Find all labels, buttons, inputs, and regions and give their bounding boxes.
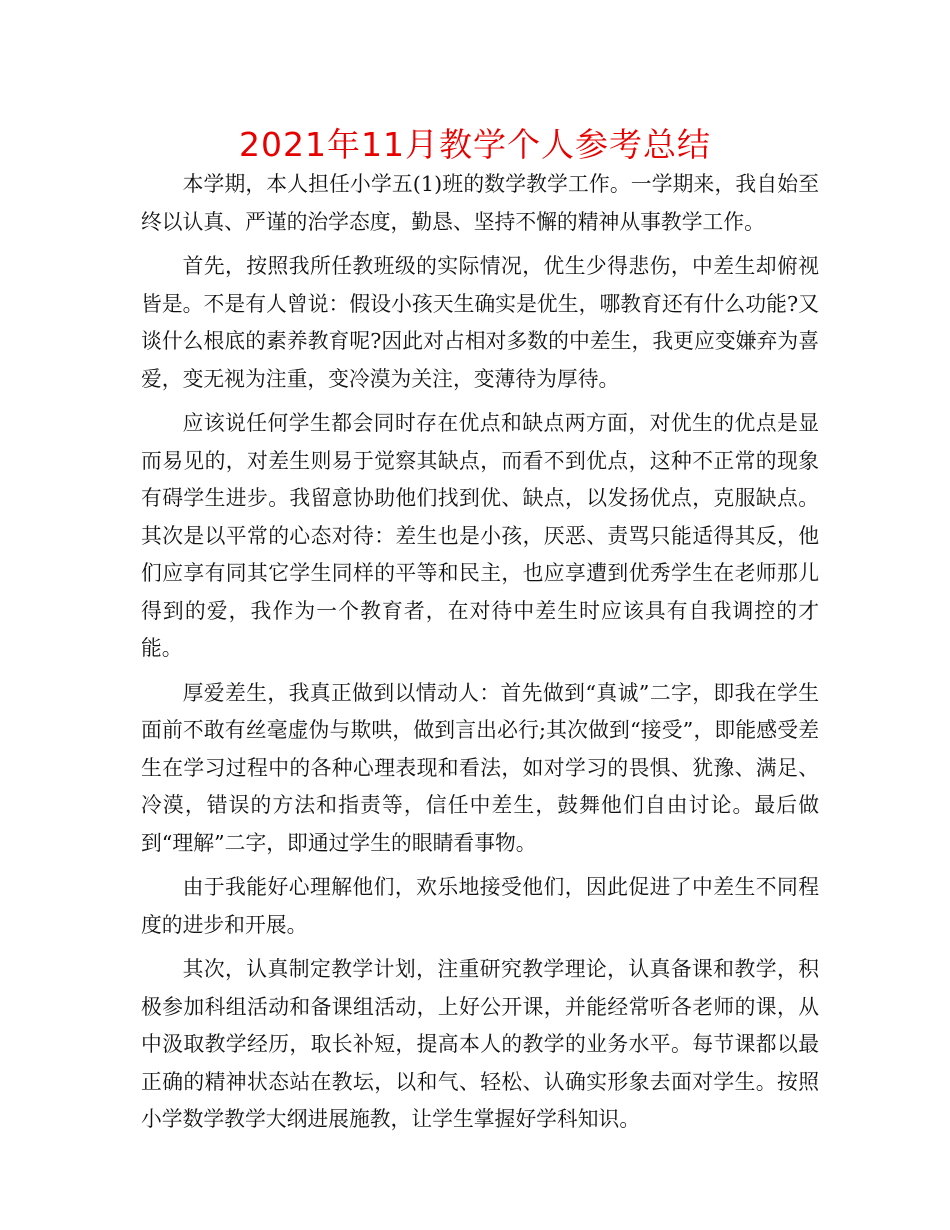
document-body — [141, 166, 819, 1139]
paragraph: 首先，按照我所任教班级的实际情况，优生少得悲伤，中差生却俯视皆是。不是有人曾说：假设小孩天生确实是优生，哪教育还有什么功能?又谈什么根底的素养教育呢?因此对占相对多数的中差生，我更应变嫌弃为喜爱，变无视为注重，变冷漠为关注，变薄待为厚待。 — [141, 254, 819, 391]
document-title: 2021年11月教学个人参考总结 — [239, 125, 711, 164]
paragraph: 由于我能好心理解他们，欢乐地接受他们，因此促进了中差生不同程度的进步和开展。 — [141, 875, 819, 937]
paragraph: 应该说任何学生都会同时存在优点和缺点两方面，对优生的优点是显而易见的，对差生则易于觉察其缺点，而看不到优点，这种不正常的现象有碍学生进步。我留意协助他们找到优、缺点，以发扬优点，克服缺点。其次是以平常的心态对待：差生也是小孩，厌恶、责骂只能适得其反，他们应享有同其它学生同样的平等和民主，也应享遭到优秀学生在老师那儿得到的爱，我作为一个教育者，在对待中差生时应该具有自我调控的才能。 — [141, 411, 819, 660]
paragraph: 厚爱差生，我真正做到以情动人：首先做到“真诚”二字，即我在学生面前不敢有丝毫虚伪与欺哄，做到言出必行;其次做到“接受”，即能感受差生在学习过程中的各种心理表现和看法，如对学习的畏惧、犹豫、满足、冷漠，错误的方法和指责等，信任中差生，鼓舞他们自由讨论。最后做到“理解”二字，即通过学生的眼睛看事物。 — [141, 680, 819, 855]
paragraph: 本学期，本人担任小学五(1)班的数学教学工作。一学期来，我自始至终以认真、严谨的治学态度，勤恳、坚持不懈的精神从事教学工作。 — [141, 172, 819, 234]
paragraph: 其次，认真制定教学计划，注重研究教学理论，认真备课和教学，积极参加科组活动和备课组活动，上好公开课，并能经常听各老师的课，从中汲取教学经历，取长补短，提高本人的教学的业务水平。每节课都以最正确的精神状态站在教坛，以和气、轻松、认确实形象去面对学生。按照小学数学教学大纲进展施教，让学生掌握好学科知识。 — [141, 957, 819, 1131]
